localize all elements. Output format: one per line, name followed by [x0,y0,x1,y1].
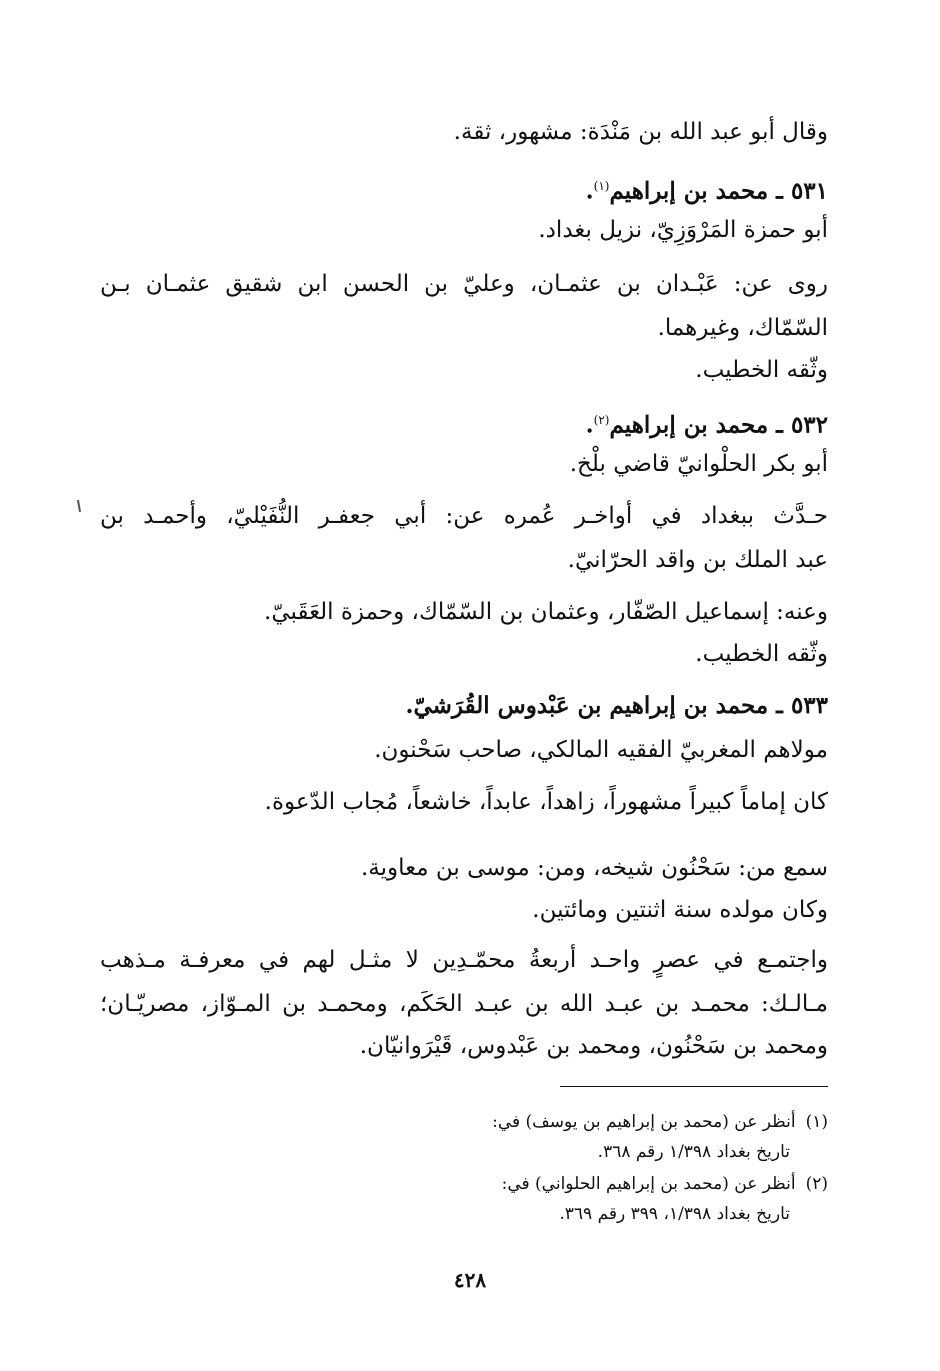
text-line: ومحمد بن سَحْنُون، ومحمد بن عَبْدوس، قَيْرَوانيّان. [359,1033,828,1059]
text-line: أبو حمزة المَرْوَزِيّ، نزيل بغداد. [538,217,828,243]
text-line: أبو بكر الحلْوانيّ قاضي بلْخ. [569,451,828,477]
text-line: مـالـك: محمـد بن عبـد الله بن عبـد الحَكَم، ومحمـد بن المـوّاز، مصريّـان؛ [100,991,828,1017]
entry-heading-end: . [585,411,594,439]
text-line: روى عن: عَبْـدان بن عثمـان، وعليّ بن الحسن ابن شقيق عثمـان بـن [100,271,828,297]
footnote-separator [560,1086,828,1087]
footnote-1 [492,1110,828,1134]
text-line: وثّقه الخطيب. [695,357,828,383]
footnote-number: (٢) [805,1174,828,1194]
entry-heading-text: ٥٣١ ـ محمد بن إبراهيم [609,177,828,205]
entry-heading-end: . [585,177,594,205]
text-line: مولاهم المغربيّ الفقيه المالكي، صاحب سَحْنون. [374,737,828,763]
text-line: وقال أبو عبد الله بن مَنْدَة: مشهور، ثقة. [453,119,828,145]
entry-532-heading [100,404,828,442]
entry-533-heading: ٥٣٣ ـ محمد بن إبراهيم بن عَبْدوس القُرَشيّ. [405,692,828,719]
entry-531-heading [100,170,828,208]
text-line: سمع من: سَحْنُون شيخه، ومن: موسى بن معاوية. [360,855,828,881]
footnote-number: (١) [805,1112,828,1132]
footnote-2-continuation: تاريخ بغداد ١/٣٩٨، ٣٩٩ رقم ٣٦٩. [559,1204,790,1224]
text-line: وكان مولده سنة اثنتين ومائتين. [532,897,828,923]
text-line: واجتمـع في عصرٍ واحـد أربعةُ محمّـدِين لا مثـل لهم في معرفـة مـذهب [100,947,828,973]
text-line: السّمّاك، وغيرهما. [657,315,828,341]
footnote-1-continuation: تاريخ بغداد ١/٣٩٨ رقم ٣٦٨. [597,1142,790,1162]
page-number: ٤٢٨ [453,1268,487,1292]
entry-heading-text: ٥٣٢ ـ محمد بن إبراهيم [609,411,828,439]
text-line: حـدَّث ببغداد في أواخـر عُمره عن: أبي جعفـر النُّفَيْليّ، وأحمـد بن [100,503,828,529]
margin-mark [77,500,81,512]
footnote-text: أنظر عن (محمد بن إبراهيم بن يوسف) في: [492,1112,796,1132]
footnote-marker: (١) [593,179,610,193]
text-line: عبد الملك بن واقد الحرّانيّ. [567,547,828,573]
footnote-text: أنظر عن (محمد بن إبراهيم الحلواني) في: [501,1174,796,1194]
text-line: وعنه: إسماعيل الصّفّار، وعثمان بن السّمّاك، وحمزة العَقَبيّ. [264,599,828,625]
footnote-2 [502,1172,828,1196]
text-line: كان إماماً كبيراً مشهوراً، زاهداً، عابداً، خاشعاً، مُجاب الدّعوة. [264,789,828,815]
footnote-marker: (٢) [593,413,610,427]
text-line: وثّقه الخطيب. [695,641,828,667]
